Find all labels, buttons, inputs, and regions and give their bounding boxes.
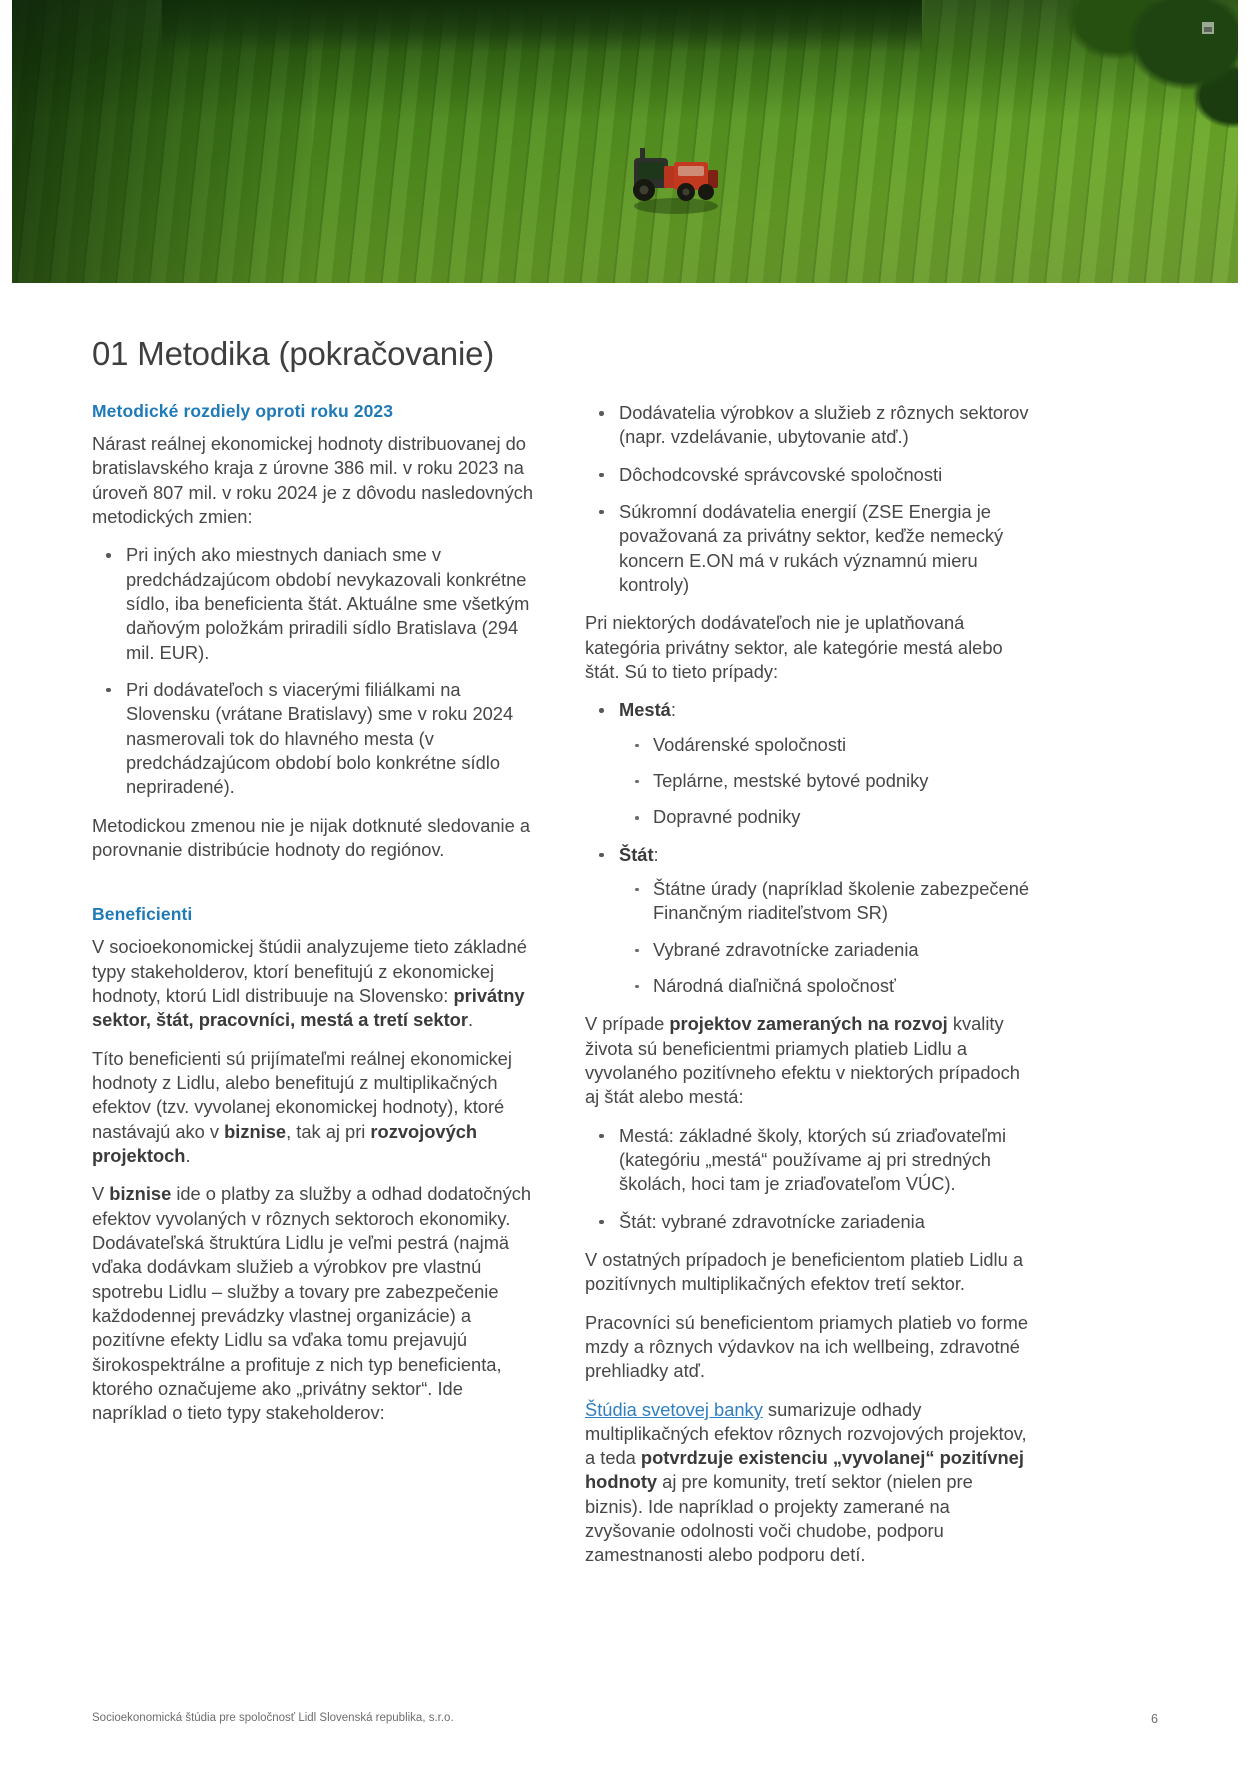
heading-metodicke-rozdiely: Metodické rozdiely oproti roku 2023 (92, 401, 394, 421)
left-shadow (12, 0, 312, 283)
bold-projektov-zameranych: projektov zameraných na rozvoj (669, 1013, 948, 1035)
paragraph-ostatne-pripady: V ostatných prípadoch je beneficientom platieb Lidlu a pozitívnych multiplikačných efektov tretí sektor. (585, 1248, 1024, 1295)
list-item: Štát: vybrané zdravotnícke zariadenia (585, 1210, 1035, 1234)
link-studia-svetovej-banky[interactable]: Štúdia svetovej banky (585, 1398, 763, 1420)
page-content (0, 283, 1250, 1568)
group-label-stat: Štát (619, 843, 654, 865)
sublist-item: Dopravné podniky (619, 805, 1035, 829)
paragraph-rozvojove-projekty (585, 1012, 1035, 1109)
list-mesta-stat-projekty (585, 1124, 1035, 1234)
footer-page-number: 6 (1151, 1712, 1158, 1726)
page-footer (0, 1712, 1250, 1732)
text-run: . (185, 1144, 191, 1166)
list-item: Dodávatelia výrobkov a služieb z rôznych sektorov (napr. vzdelávanie, ubytovanie atď.) (585, 401, 1035, 450)
list-metodicke-zmeny (92, 543, 542, 799)
text-run: . (467, 1009, 474, 1031)
list-item: Mestá: základné školy, ktorých sú zriaďovateľmi (kategóriu „mestá“ používame aj pri stredných školách, hoci tam je zriaďovateľom VÚC). (585, 1124, 1035, 1197)
list-stakeholder-types (585, 401, 1035, 597)
tractor-icon (620, 140, 730, 215)
sublist-item: Teplárne, mestské bytové podniky (619, 769, 1035, 793)
text-run: Títo beneficienti sú prijímateľmi reálnej ekonomickej hodnoty z Lidlu, alebo benefitujú z multiplikačných efektov (tzv. vyvolanej ekonomickej hodnoty), ktoré nastávajú ako v (92, 1047, 512, 1142)
text-run: V socioekonomickej štúdii analyzujeme tieto základné typy stakeholderov, ktorí benefitujú z ekonomickej hodnoty, ktorú Lidl distribuuje na Slovensko: (92, 936, 527, 1006)
bold-biznise-2: biznise (109, 1183, 172, 1205)
sublist-stat (619, 877, 1035, 998)
list-item: Pri dodávateľoch s viacerými filiálkami na Slovensku (vrátane Bratislavy) sme v roku 2024 nasmerovali tok do hlavného mesta (v predchádzajúcom období bolo konkrétne sídlo nepriradené). (92, 678, 542, 800)
left-column (92, 401, 542, 1425)
corner-marker-icon (1202, 22, 1214, 34)
list-item: Pri iných ako miestnych daniach sme v predchádzajúcom období nevykazovali konkrétne sídlo, iba beneficienta štát. Aktuálne sme všetkým daňovým položkám priradili sídlo Bratislava (294 mil. EUR). (92, 543, 542, 665)
paragraph-beneficienti-typy (92, 935, 542, 1032)
paragraph-intro: Nárast reálnej ekonomickej hodnoty distribuovanej do bratislavského kraja z úrovne 386 mil. v roku 2023 na úroveň 807 mil. v roku 2024 je z dôvodu nasledovných metodických zmien: (92, 433, 534, 527)
bold-biznise: biznise (224, 1120, 287, 1142)
bold-rozvojove-projekty: rozvojových projektoch (92, 1120, 478, 1166)
sublist-mesta (619, 733, 1035, 830)
text-run: aj pre komunity, tretí sektor (nielen pre biznis). Ide napríklad o projekty zamerané na zvyšovanie odolnosti voči chudobe, podporu zamestnanosti alebo podporu detí. (585, 1471, 973, 1566)
text-run: kvality života sú beneficientmi priamych platieb Lidlu a vyvolaného pozitívneho efektu v niektorých prípadoch aj štát alebo mestá: (585, 1013, 1020, 1108)
footer-source-label: Socioekonomická štúdia pre spoločnosť Lidl Slovenská republika, s.r.o. (92, 1712, 454, 1724)
sublist-item: Vybrané zdravotnícke zariadenia (619, 938, 1035, 962)
text-run: , tak aj pri (286, 1120, 371, 1142)
list-item-group-mesta (585, 698, 1035, 829)
right-column (585, 401, 1035, 1568)
hero-image (12, 0, 1238, 283)
text-run: V prípade (585, 1013, 670, 1035)
paragraph-studia-svetovej-banky (585, 1398, 1035, 1568)
page-title: 01 Metodika (pokračovanie) (92, 335, 495, 372)
list-mesta-stat-groups (585, 698, 1035, 998)
text-run: ide o platby za služby a odhad dodatočných efektov vyvolaných v rôznych sektoroch ekonomiky. Dodávateľská štruktúra Lidlu je veľmi pestrá (najmä vďaka dodávkam služieb a výrobkov pre vlastnú spotrebu Lidlu – služby a tovary pre zabezpečenie každodennej prevádzky vlastnej organizácie) a pozitívne efekty Lidlu sa vďaka tomu prejavujú širokospektrálne a profituje z nich typ beneficienta, ktorého označujeme ako „privátny sektor“. Ide napríklad o tieto typy stakeholderov: (92, 1183, 532, 1424)
sublist-item: Vodárenské spoločnosti (619, 733, 1035, 757)
bold-stakeholder-types: privátny sektor, štát, pracovníci, mestá a tretí sektor (92, 984, 525, 1031)
paragraph-kategorie: Pri niektorých dodávateľoch nie je uplatňovaná kategória privátny sektor, ale kategórie mestá alebo štát. Sú to tieto prípady: (585, 612, 1003, 682)
tree-cluster (938, 0, 1238, 160)
group-suffix: : (653, 843, 659, 865)
paragraph-biznis-detail (92, 1182, 542, 1425)
group-suffix: : (670, 699, 676, 721)
paragraph-closing: Metodickou zmenou nie je nijak dotknuté sledovanie a porovnanie distribúcie hodnoty do regiónov. (92, 814, 531, 860)
list-item: Dôchodcovské správcovské spoločnosti (585, 463, 1035, 487)
two-column-layout (92, 401, 1112, 1568)
paragraph-pracovnici: Pracovníci sú beneficientom priamych platieb vo forme mzdy a rôznych výdavkov na ich wellbeing, zdravotné prehliadky atď. (585, 1311, 1029, 1382)
paragraph-multiplikacne-efekty (92, 1047, 542, 1169)
list-item-group-stat (585, 843, 1035, 999)
bold-potvrdzuje-existenciu: potvrdzuje existenciu „vyvolanej“ pozitívnej hodnoty (585, 1447, 1024, 1493)
list-item: Súkromní dodávatelia energií (ZSE Energia je považovaná za privátny sektor, keďže nemecký koncern E.ON má v rukách významnú mieru kontroly) (585, 500, 1035, 597)
heading-beneficienti: Beneficienti (92, 904, 193, 925)
sublist-item: Štátne úrady (napríklad školenie zabezpečené Finančným riaditeľstvom SR) (619, 877, 1035, 926)
group-label-mesta: Mestá (619, 699, 671, 721)
text-run: V (92, 1183, 110, 1205)
text-run: sumarizuje odhady multiplikačných efektov rôznych rozvojových projektov, a teda (585, 1398, 1027, 1469)
sublist-item: Národná diaľničná spoločnosť (619, 974, 1035, 998)
